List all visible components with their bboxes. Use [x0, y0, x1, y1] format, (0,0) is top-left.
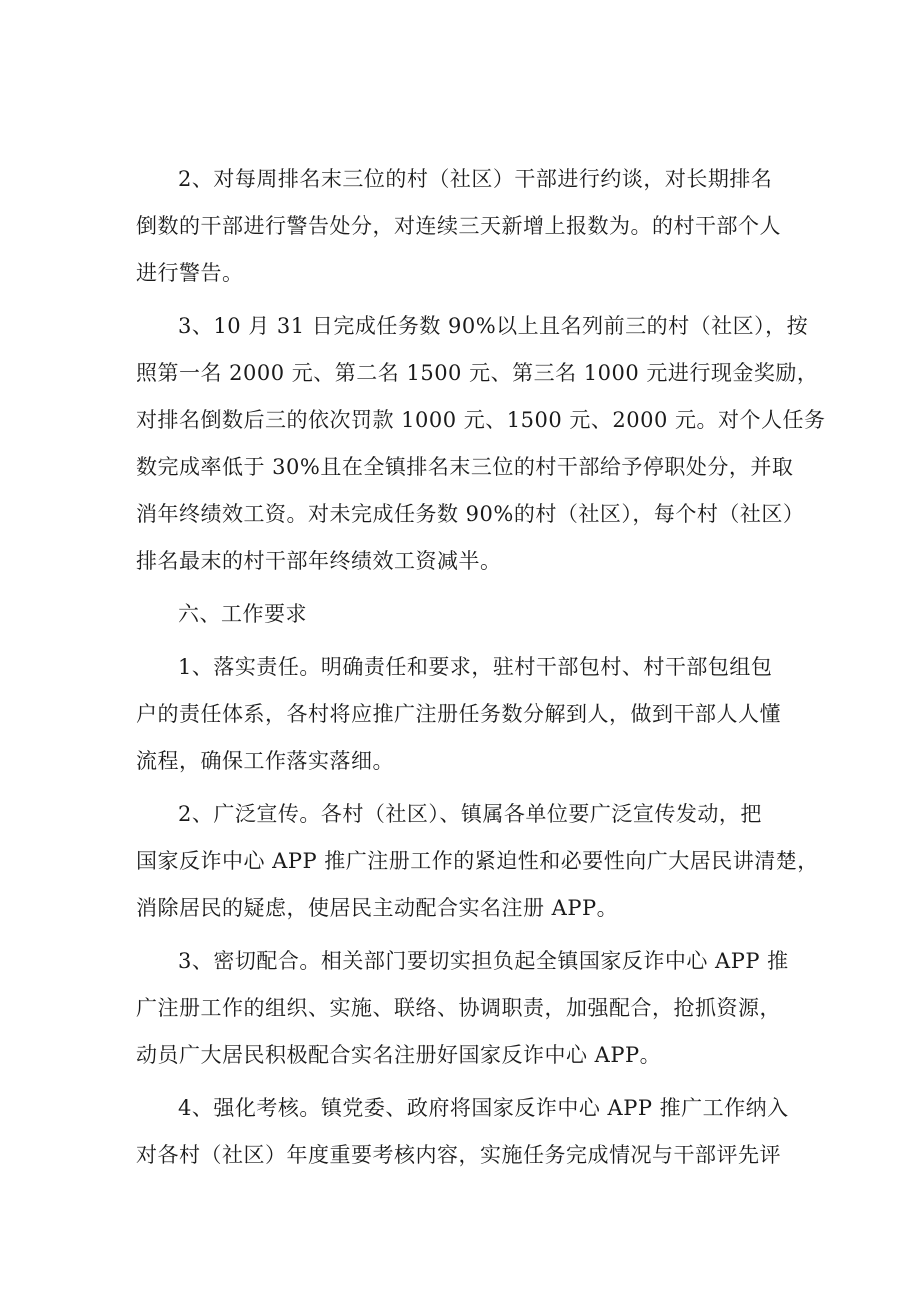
paragraph-responsibility: [136, 644, 801, 785]
text-line: 对排名倒数后三的依次罚款 1000 元、1500 元、2000 元。对个人任务: [136, 408, 826, 432]
text-line: 对各村（社区）年度重要考核内容，实施任务完成情况与干部评先评: [136, 1143, 781, 1167]
text-line: 数完成率低于 30%且在全镇排名末三位的村干部给予停职处分，并取: [136, 455, 794, 479]
text-line: 4、强化考核。镇党委、政府将国家反诈中心 APP 推广工作纳入: [178, 1096, 789, 1120]
text-line: 排名最末的村干部年终绩效工资减半。: [136, 549, 502, 573]
paragraph-publicity: [136, 791, 819, 932]
text-line: 广注册工作的组织、实施、联络、协调职责，加强配合，抢抓资源，: [136, 996, 781, 1020]
paragraph-assessment: [136, 1085, 801, 1179]
text-line: 进行警告。: [136, 261, 244, 285]
section-heading-work-requirements: [136, 591, 801, 638]
text-line: 3、密切配合。相关部门要切实担负起全镇国家反诈中心 APP 推: [178, 949, 789, 973]
text-line: 3、10 月 31 日完成任务数 90%以上且名列前三的村（社区），按: [178, 314, 809, 338]
text-line: 六、工作要求: [178, 602, 307, 626]
text-line: 2、对每周排名末三位的村（社区）干部进行约谈，对长期排名: [178, 167, 773, 191]
text-line: 2、广泛宣传。各村（社区）、镇属各单位要广泛宣传发动，把: [178, 802, 762, 826]
paragraph-penalty-weekly: [136, 156, 801, 297]
text-line: 消除居民的疑虑，使居民主动配合实名注册 APP。: [136, 896, 619, 920]
paragraph-rewards-penalties: [136, 303, 826, 585]
document-page: [136, 156, 826, 1185]
text-line: 流程，确保工作落实落细。: [136, 749, 394, 773]
text-line: 倒数的干部进行警告处分，对连续三天新增上报数为。的村干部个人: [136, 214, 781, 238]
text-line: 照第一名 2000 元、第二名 1500 元、第三名 1000 元进行现金奖励，: [136, 361, 819, 385]
text-line: 动员广大居民积极配合实名注册好国家反诈中心 APP。: [136, 1043, 662, 1067]
text-line: 户的责任体系，各村将应推广注册任务数分解到人，做到干部人人懂: [136, 702, 781, 726]
paragraph-cooperation: [136, 938, 801, 1079]
text-line: 消年终绩效工资。对未完成任务数 90%的村（社区），每个村（社区）: [136, 502, 805, 526]
text-line: 国家反诈中心 APP 推广注册工作的紧迫性和必要性向广大居民讲清楚，: [136, 849, 819, 873]
text-line: 1、落实责任。明确责任和要求，驻村干部包村、村干部包组包: [178, 655, 773, 679]
